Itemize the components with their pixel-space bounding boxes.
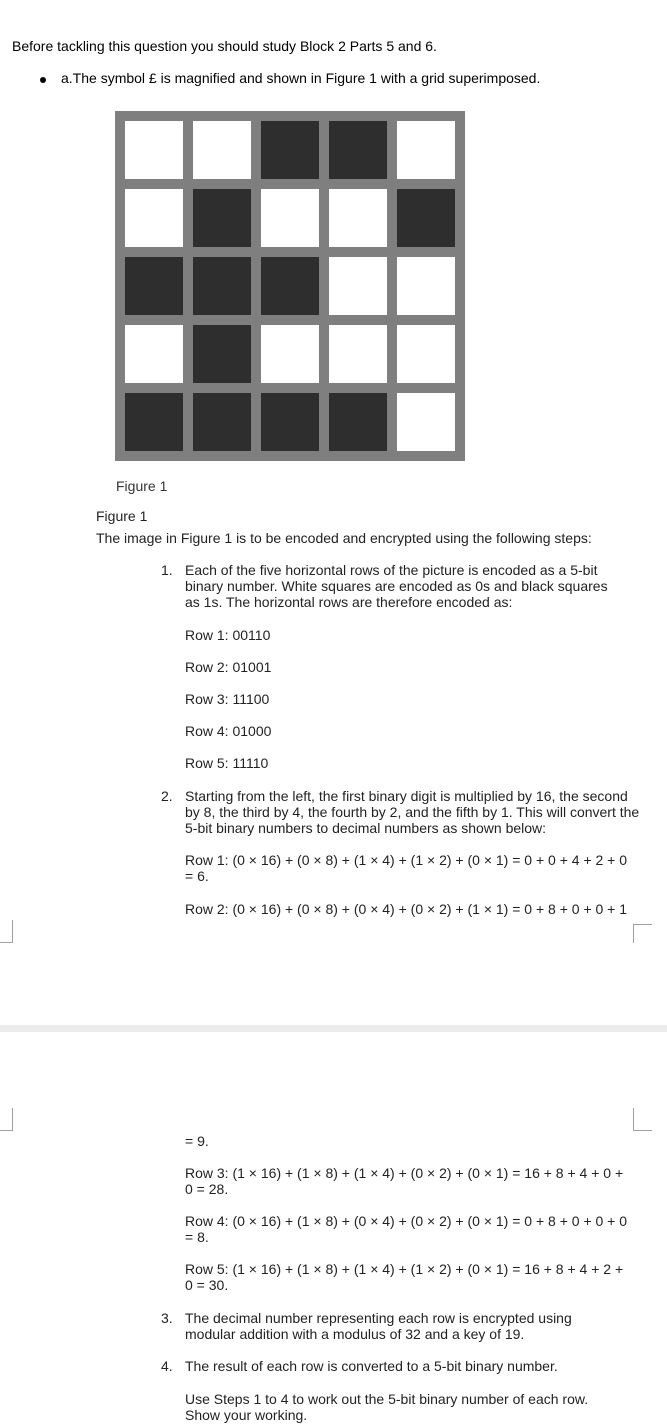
- step-2-text: Starting from the left, the first binary digit is multiplied by 16, the second by 8, the third by 4, the fourth by 2, and the fifth by 1. This will convert the 5-bit binary numbers to decimal numbers as shown below:: [185, 788, 640, 836]
- grid-cell-r4-c1: [125, 325, 183, 383]
- figure-caption: Figure 1: [96, 508, 148, 524]
- question-heading: Before tackling this question you should study Block 2 Parts 5 and 6.: [12, 38, 437, 54]
- grid-cell-r4-c4: [329, 325, 387, 383]
- grid-cell-r4-c2: [193, 325, 251, 383]
- step-1-number: 1.: [161, 562, 173, 578]
- grid-cell-r5-c1: [125, 393, 183, 451]
- row-2-binary: Row 2: 01001: [185, 659, 272, 675]
- grid-cell-r5-c4: [329, 393, 387, 451]
- grid-cell-r4-c3: [261, 325, 319, 383]
- row-4-decimal: Row 4: (0 × 16) + (1 × 8) + (0 × 4) + (0 × 2) + (0 × 1) = 0 + 8 + 0 + 0 + 0 = 8.: [185, 1213, 628, 1245]
- step-3-text: The decimal number representing each row is encrypted using modular addition with a modulus of 32 and a key of 19.: [185, 1310, 572, 1342]
- row-5-binary: Row 5: 11110: [185, 755, 269, 771]
- grid-cell-r2-c3: [261, 189, 319, 247]
- bullet-icon: [40, 77, 46, 83]
- page-break: [0, 1025, 667, 1032]
- grid-cell-r1-c5: [397, 121, 455, 179]
- grid-cell-r3-c5: [397, 257, 455, 315]
- page-corner-mark: [0, 920, 13, 943]
- row-1-binary: Row 1: 00110: [185, 627, 271, 643]
- grid-cell-r5-c5: [397, 393, 455, 451]
- grid-cell-r2-c4: [329, 189, 387, 247]
- page-corner-mark: [633, 1108, 652, 1131]
- step-1-text: Each of the five horizontal rows of the picture is encoded as a 5-bit binary number. White squares are encoded as 0s and black squares as 1s. The horizontal rows are therefore encoded as:: [185, 562, 608, 610]
- grid-cell-r1-c4: [329, 121, 387, 179]
- grid-cell-r2-c1: [125, 189, 183, 247]
- intro-text: The image in Figure 1 is to be encoded and encrypted using the following steps:: [96, 530, 592, 546]
- step-2-number: 2.: [161, 788, 173, 804]
- row-1-decimal: Row 1: (0 × 16) + (0 × 8) + (1 × 4) + (1 × 2) + (0 × 1) = 0 + 0 + 4 + 2 + 0 = 6.: [185, 852, 628, 884]
- grid-cell-r3-c4: [329, 257, 387, 315]
- grid-cell-r4-c5: [397, 325, 455, 383]
- grid-cell-r3-c3: [261, 257, 319, 315]
- page-corner-mark: [0, 1108, 13, 1131]
- grid-cell-r1-c3: [261, 121, 319, 179]
- grid-cell-r5-c2: [193, 393, 251, 451]
- grid-cell-r5-c3: [261, 393, 319, 451]
- figure-1-grid: [115, 111, 465, 461]
- page-corner-mark: [633, 924, 652, 943]
- row-5-decimal: Row 5: (1 × 16) + (1 × 8) + (1 × 4) + (1 × 2) + (0 × 1) = 16 + 8 + 4 + 2 + 0 = 30.: [185, 1261, 624, 1293]
- row-3-decimal: Row 3: (1 × 16) + (1 × 8) + (1 × 4) + (0 × 2) + (0 × 1) = 16 + 8 + 4 + 0 + 0 = 28.: [185, 1165, 624, 1197]
- row-2-decimal-part-1: Row 2: (0 × 16) + (0 × 8) + (0 × 4) + (0 × 2) + (1 × 1) = 0 + 8 + 0 + 0 + 1: [185, 901, 628, 917]
- grid-cell-r2-c5: [397, 189, 455, 247]
- grid-cell-r1-c1: [125, 121, 183, 179]
- row-3-binary: Row 3: 11100: [185, 691, 270, 707]
- grid-cell-r1-c2: [193, 121, 251, 179]
- figure-image-caption: Figure 1: [116, 478, 168, 494]
- part-a-text: a.The symbol £ is magnified and shown in Figure 1 with a grid superimposed.: [61, 70, 541, 86]
- grid-cell-r3-c1: [125, 257, 183, 315]
- grid-cell-r3-c2: [193, 257, 251, 315]
- step-4-text: The result of each row is converted to a 5-bit binary number.: [185, 1358, 558, 1374]
- row-2-decimal-part-2: = 9.: [185, 1133, 209, 1149]
- step-4-number: 4.: [161, 1358, 173, 1374]
- step-4-instruction: Use Steps 1 to 4 to work out the 5-bit binary number of each row. Show your working.: [185, 1391, 589, 1423]
- row-4-binary: Row 4: 01000: [185, 723, 272, 739]
- step-3-number: 3.: [161, 1310, 173, 1326]
- grid-cell-r2-c2: [193, 189, 251, 247]
